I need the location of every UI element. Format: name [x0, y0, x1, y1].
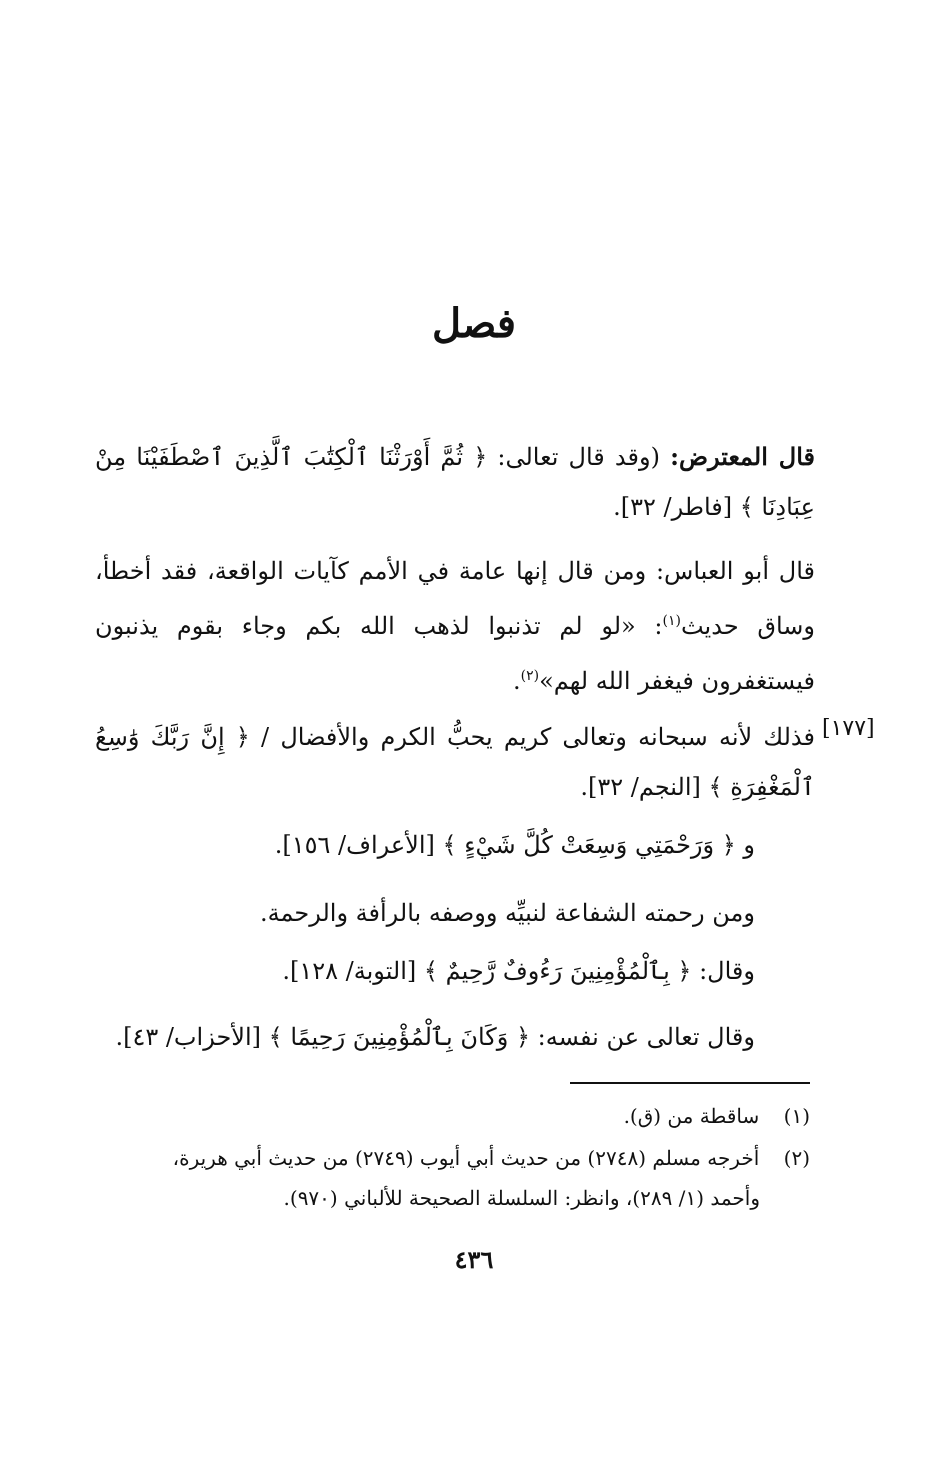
footnote-divider: [570, 1082, 810, 1084]
abu-abbas-text-1: قال أبو العباس: ومن قال إنها عامة في الأمم كآيات الواقعة، فقد أخطأ، وساق حديث: [95, 557, 815, 640]
footnote-1-mark: (١): [783, 1104, 810, 1128]
footnote-2: [95, 1138, 810, 1218]
margin-page-marker: [١٧٧]: [822, 716, 875, 741]
ahzab-verse-line: وقال تعالى عن نفسه: ﴿ وَكَانَ بِٱلْمُؤْمِنِينَ رَحِيمًا ﴾ [الأحزاب/ ٤٣].: [115, 1023, 755, 1051]
footnote-2-continuation: وأحمد (١/ ٢٨٩)، وانظر: السلسلة الصحيحة للألباني (٩٧٠).: [283, 1186, 760, 1210]
tawba-verse-line: وقال: ﴿ بِٱلْمُؤْمِنِينَ رَءُوفٌ رَّحِيمٌ ﴾ [التوبة/ ١٢٨].: [282, 957, 755, 985]
fadhalik-paragraph: فذلك لأنه سبحانه وتعالى كريم يحبُّ الكرم والأفضال / ﴿ إِنَّ رَبَّكَ وَٰسِعُ ٱلْمَغْفِرَةِ ﴾ [النجم/ ٣٢].: [95, 723, 815, 801]
objector-text: (وقد قال تعالى: ﴿ ثُمَّ أَوْرَثْنَا ٱلْكِتَٰبَ ٱلَّذِينَ ٱصْطَفَيْنَا مِنْ عِبَادِنَا ﴾ [فاطر/ ٣٢].: [95, 443, 815, 521]
abu-abbas-paragraph: [95, 546, 815, 706]
objector-paragraph: [95, 432, 815, 532]
footnote-1: [95, 1096, 810, 1136]
rahma-verse-line: و ﴿ وَرَحْمَتِي وَسِعَتْ كُلَّ شَيْءٍ ﴾ [الأعراف/ ١٥٦].: [274, 831, 755, 859]
footnote-2-mark: (٢): [783, 1146, 810, 1170]
shafaa-line: ومن رحمته الشفاعة لنبيِّه ووصفه بالرأفة والرحمة.: [260, 899, 755, 927]
footnote-ref-2: (٢): [520, 668, 540, 684]
abu-abbas-end: .: [512, 667, 521, 695]
abu-abbas-text-2: : «لو لم تذنبوا لذهب الله بكم وجاء بقوم يذنبون فيستغفرون فيغفر الله لهم»: [95, 612, 815, 695]
objector-speaker: قال المعترض:: [670, 442, 815, 471]
footnote-ref-1: (١): [662, 613, 681, 629]
footnote-2-text: أخرجه مسلم (٢٧٤٨) من حديث أبي أيوب (٢٧٤٩) من حديث أبي هريرة،: [172, 1146, 760, 1170]
footnote-1-text: ساقطة من (ق).: [623, 1104, 760, 1128]
page-number: ٤٣٦: [454, 1245, 494, 1274]
section-heading: فصل: [431, 300, 517, 347]
